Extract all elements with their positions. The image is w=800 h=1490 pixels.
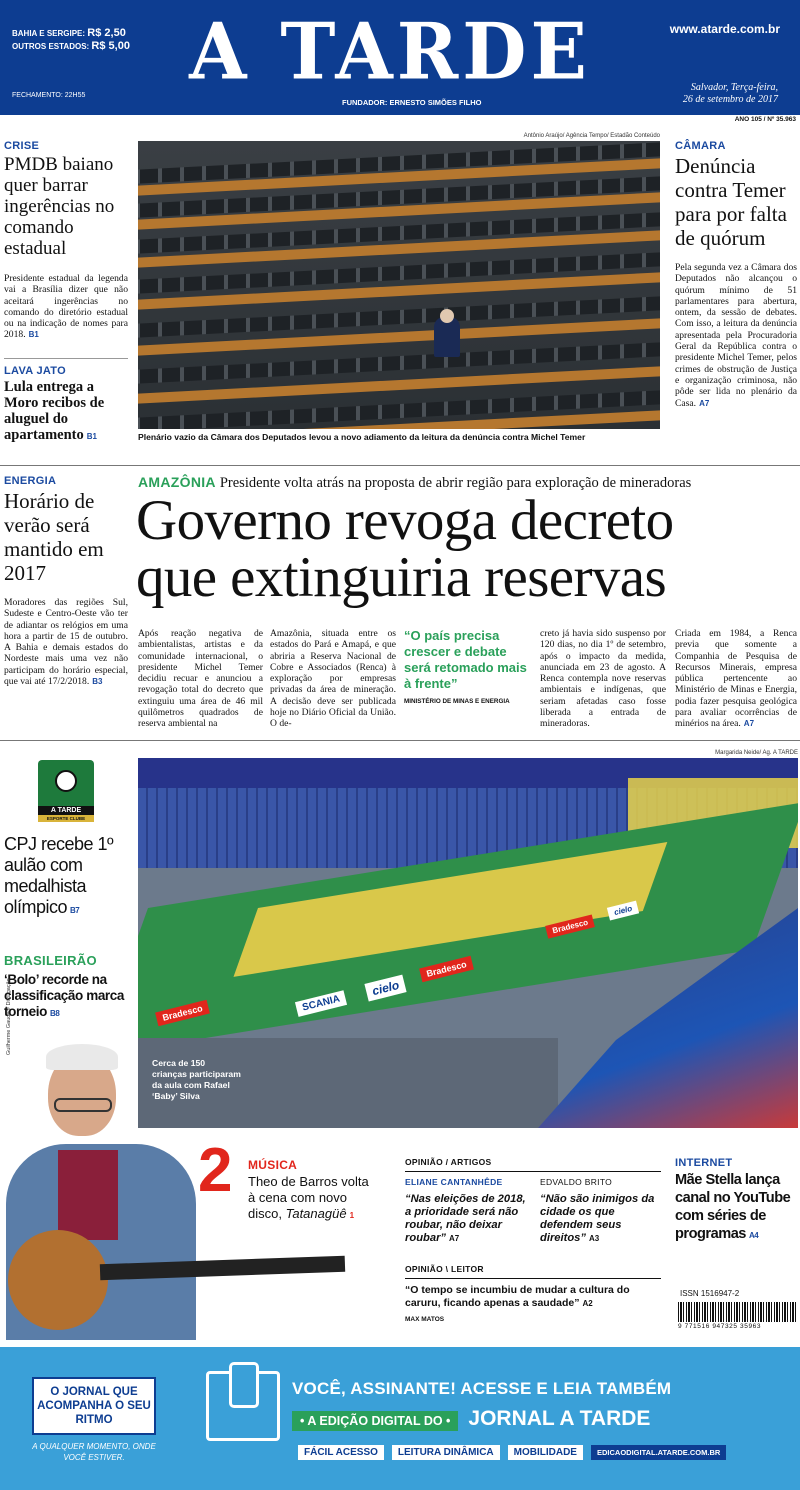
computer-icon xyxy=(206,1371,280,1441)
music-number: 2 xyxy=(198,1136,233,1205)
headline: Horário de verão será mantido em 2017 xyxy=(4,489,104,585)
promo-box-sub: A QUALQUER MOMENTO, ONDE VOCÊ ESTIVER. xyxy=(32,1442,156,1462)
kicker: MÚSICA xyxy=(248,1158,298,1172)
price-other: OUTROS ESTADOS: R$ 5,00 xyxy=(12,40,130,52)
story-musica[interactable] xyxy=(248,1158,372,1224)
newspaper-logo: A TARDE xyxy=(189,6,591,98)
esporte-clube-badge: A TARDE ESPORTE CLUBE xyxy=(38,760,94,822)
judo-class-photo xyxy=(138,758,798,1128)
kicker: BRASILEIRÃO xyxy=(4,953,97,968)
price-bahia: BAHIA E SERGIPE: R$ 2,50 xyxy=(12,27,126,39)
promo-line-2: • A EDIÇÃO DIGITAL DO • JORNAL A TARDE xyxy=(292,1407,650,1431)
story-brasileirao[interactable] xyxy=(4,953,128,1022)
glasses-icon xyxy=(54,1098,112,1112)
digital-edition-promo[interactable] xyxy=(0,1347,800,1490)
guitar-icon xyxy=(8,1230,108,1330)
promo-tags xyxy=(298,1442,726,1460)
kicker: CÂMARA xyxy=(675,140,726,152)
headline: Theo de Barros volta à cena com novo disco, Tatanagüê 1 xyxy=(248,1174,369,1221)
deputy-figure xyxy=(434,317,460,357)
story-camara[interactable] xyxy=(675,140,797,409)
website-link[interactable]: www.atarde.com.br xyxy=(669,22,780,36)
opinion-edvaldo[interactable]: EDVALDO BRITO “Não são inimigos da cidade os que defendem seus direitos” A3 xyxy=(540,1177,655,1244)
soccer-ball-icon xyxy=(55,770,77,792)
sponsor-banner: SCANIA xyxy=(295,990,347,1017)
reader-header: OPINIÃO \ LEITOR xyxy=(405,1264,484,1274)
reader-letter[interactable]: “O tempo se incumbiu de mudar a cultura do caruru, ficando apenas a saudade” A2 MAX MATOS xyxy=(405,1284,630,1323)
dateline: Salvador, Terça-feira, 26 de setembro de 2017 xyxy=(682,82,778,105)
sponsor-banner: Bradesco xyxy=(155,1000,210,1026)
barcode-digits: 9 771516 947325 35963 xyxy=(678,1323,762,1330)
kicker: CRISE xyxy=(4,140,40,152)
headline: CPJ recebe 1º aulão com medalhista olímpico B7 xyxy=(4,834,114,917)
issn: ISSN 1516947-2 xyxy=(680,1289,740,1298)
smartphone-icon xyxy=(229,1362,259,1408)
opinion-header: OPINIÃO / ARTIGOS xyxy=(405,1157,492,1167)
story-cpj[interactable] xyxy=(4,834,128,921)
promo-url[interactable]: EDICAODIGITAL.ATARDE.COM.BR xyxy=(591,1445,726,1460)
headline: Denúncia contra Temer para por falta de quórum xyxy=(675,154,787,250)
plenary-photo xyxy=(138,141,660,429)
promo-box: O JORNAL QUE ACOMPANHA O SEU RITMO xyxy=(32,1377,156,1435)
story-internet[interactable] xyxy=(675,1157,797,1245)
body: Presidente estadual da legenda vai a Brasília dizer que não aceitará ingerências no comando do diretório estadual ou na indicação de nomes para 2018. B1 xyxy=(4,273,128,341)
lead-col-1: Após reação negativa de ambientalistas, artistas e da comunidade internacional, o presidente Michel Temer decidiu recuar e anunciou a revogação total do decreto que extinguiu uma área de 46 mil quilômetros quadrados de reserva ambiental na xyxy=(138,628,263,730)
headline: Mãe Stella lança canal no YouTube com séries de programas A4 xyxy=(675,1172,791,1242)
headline: PMDB baiano quer barrar ingerências no comando estadual xyxy=(4,154,115,259)
kicker: ENERGIA xyxy=(4,475,57,487)
lead-pull-quote: “O país precisa crescer e debate será retomado mais à frente” MINISTÉRIO DE MINAS E ENERGIA xyxy=(404,628,527,705)
sponsor-banner: Bradesco xyxy=(545,914,595,938)
lead-col-3: creto já havia sido suspenso por 120 dias, no dia 1º de setembro, após o impacto da medida, anunciada em 23 de agosto. A Renca contempla nove reservas ambientais e indígenas, que seriam afetadas caso fosse liberada a entrada de mineradoras. xyxy=(540,628,666,730)
promo-tag: LEITURA DINÂMICA xyxy=(392,1445,500,1460)
lead-deck: AMAZÔNIA Presidente volta atrás na proposta de abrir região para exploração de mineradoras xyxy=(138,474,692,491)
lead-headline[interactable]: Governo revoga decreto que extinguiria reservas xyxy=(136,489,674,609)
promo-line-1: VOCÊ, ASSINANTE! ACESSE E LEIA TAMBÉM xyxy=(292,1379,672,1398)
edition-number: ANO 105 / Nº 35.963 xyxy=(734,116,796,123)
opinion-eliane[interactable]: ELIANE CANTANHÊDE “Nas eleições de 2018, a prioridade será não roubar, não deixar roubar” A7 xyxy=(405,1177,526,1244)
body: Pela segunda vez a Câmara dos Deputados não alcançou o quórum mínimo de 51 parlamentares para abertura, ontem, da sessão de debates. Com isso, a leitura da denúncia apresentada pela Procuradoria Geral da República contra o presidente Michel Temer, pelos crimes de obstrução de Justiça e organização criminosa, não pôde ser lida no plenário da Casa. A7 xyxy=(675,262,797,409)
photo-credit: Antônio Araújo/ Agência Tempo/ Estadão Conteúdo xyxy=(523,133,660,139)
promo-tag: MOBILIDADE xyxy=(508,1445,583,1460)
story-energia[interactable] xyxy=(4,475,128,687)
gym-photo-credit: Margarida Neide/ Ag. A TARDE xyxy=(715,750,798,756)
lead-col-4: Criada em 1984, a Renca previa que somente a Companhia de Pesquisa de Recursos Minerais, empresa pública pertencente ao Ministério de Minas e Energia, podia fazer pesquisa geológica para avaliar ocorrências de minérios na área. A7 xyxy=(675,628,797,730)
promo-tag: FÁCIL ACESSO xyxy=(298,1445,384,1460)
kicker: INTERNET xyxy=(675,1157,733,1169)
sponsor-banner: cielo xyxy=(607,901,639,921)
masthead xyxy=(0,0,800,115)
lead-col-2: Amazônia, situada entre os estados do Pará e Amapá, e que abriria a Reserva Nacional de Cobre e Associados (Renca) à exploração por empresas privadas da área de mineração. A decisão deve ser publicada hoje no Diário Oficial da União. O de- xyxy=(270,628,396,730)
photo-caption: Plenário vazio da Câmara dos Deputados levou a novo adiamento da leitura da denúncia contra Michel Temer xyxy=(138,432,586,442)
headline: Lula entrega a Moro recibos de aluguel do apartamento B1 xyxy=(4,379,105,443)
theo-de-barros-photo xyxy=(0,1040,200,1340)
headline: ‘Bolo’ recorde na classificação marca torneio B8 xyxy=(4,972,124,1019)
body: Moradores das regiões Sul, Sudeste e Centro-Oeste vão ter de adiantar os relógios em uma hora a partir de 15 de outubro. A Bahia e demais estados do Nordeste mais uma vez não participam do horário especial, que vai até 17/2/2018. B3 xyxy=(4,597,128,688)
gym-photo-caption: Cerca de 150 crianças participaram da aula com Rafael ‘Baby’ Silva xyxy=(152,1058,241,1101)
kicker: LAVA JATO xyxy=(4,365,66,377)
music-photo-credit: Guilherme Gaudeo/ Divulgação xyxy=(6,978,12,1055)
founder: FUNDADOR: ERNESTO SIMÕES FILHO xyxy=(342,98,482,107)
sponsor-banner: Bradesco xyxy=(419,956,474,982)
closing-time: FECHAMENTO: 22H55 xyxy=(12,92,86,99)
barcode-icon xyxy=(678,1302,796,1322)
story-crise[interactable] xyxy=(4,140,128,341)
story-lava-jato[interactable] xyxy=(4,365,128,445)
sponsor-banner: cielo xyxy=(364,975,407,1002)
